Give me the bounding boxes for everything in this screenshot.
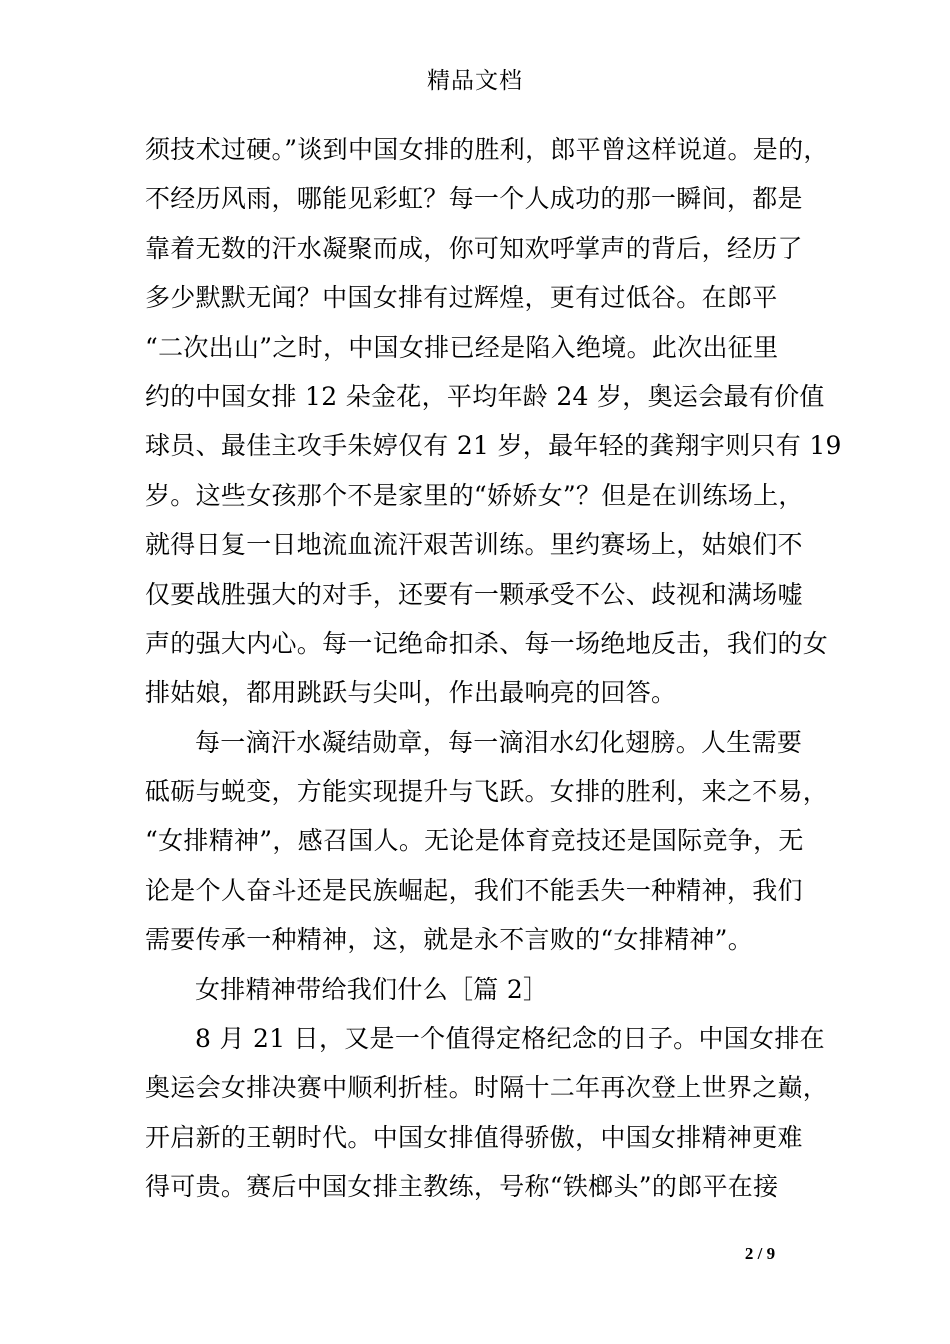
body-line: 奥运会女排决赛中顺利折桂。时隔十二年再次登上世界之巅， xyxy=(145,1073,829,1103)
body-line: 须技术过硬。”谈到中国女排的胜利，郎平曾这样说道。是的， xyxy=(145,135,829,164)
body-line: 砥砺与蜕变，方能实现提升与飞跃。女排的胜利，来之不易， xyxy=(145,777,829,807)
body-line: 论是个人奋斗还是民族崛起，我们不能丢失一种精神，我们 xyxy=(145,875,803,905)
body-line: “女排精神”，感召国人。无论是体育竞技还是国际竞争，无 xyxy=(145,826,804,856)
body-line: 不经历风雨，哪能见彩虹？每一个人成功的那一瞬间，都是 xyxy=(145,184,803,214)
body-line: 仅要战胜强大的对手，还要有一颗承受不公、歧视和满场嘘 xyxy=(145,579,803,609)
body-line: 8 月 21 日，又是一个值得定格纪念的日子。中国女排在 xyxy=(195,1024,825,1054)
body-line: 声的强大内心。每一记绝命扣杀、每一场绝地反击，我们的女 xyxy=(145,628,829,658)
document-body xyxy=(145,125,845,1212)
page-number: 2 / 9 xyxy=(744,1244,776,1263)
page-header-title: 精品文档 xyxy=(427,68,523,94)
body-line: 排姑娘，都用跳跃与尖叫，作出最响亮的回答。 xyxy=(145,678,677,708)
body-line: 球员、最佳主攻手朱婷仅有 21 岁，最年轻的龚翔宇则只有 19 xyxy=(145,431,842,461)
section-heading: 女排精神带给我们什么［篇 2］ xyxy=(195,974,549,1004)
body-line: 开启新的王朝时代。中国女排值得骄傲，中国女排精神更难 xyxy=(145,1122,803,1152)
body-line: 每一滴汗水凝结勋章，每一滴泪水幻化翅膀。人生需要 xyxy=(195,727,803,757)
body-line: 得可贵。赛后中国女排主教练，号称“铁榔头”的郎平在接 xyxy=(145,1172,779,1202)
body-line: 约的中国女排 12 朵金花，平均年龄 24 岁，奥运会最有价值 xyxy=(145,381,825,411)
body-line: 多少默默无闻？中国女排有过辉煌，更有过低谷。在郎平 xyxy=(145,283,778,313)
body-line: 需要传承一种精神，这，就是永不言败的“女排精神”。 xyxy=(145,925,754,955)
body-line: 靠着无数的汗水凝聚而成，你可知欢呼掌声的背后，经历了 xyxy=(145,233,803,263)
body-line: “二次出山”之时，中国女排已经是陷入绝境。此次出征里 xyxy=(145,332,779,362)
body-line: 岁。这些女孩那个不是家里的“娇娇女”？但是在训练场上， xyxy=(145,480,804,510)
body-line: 就得日复一日地流血流汗艰苦训练。里约赛场上，姑娘们不 xyxy=(145,530,803,560)
